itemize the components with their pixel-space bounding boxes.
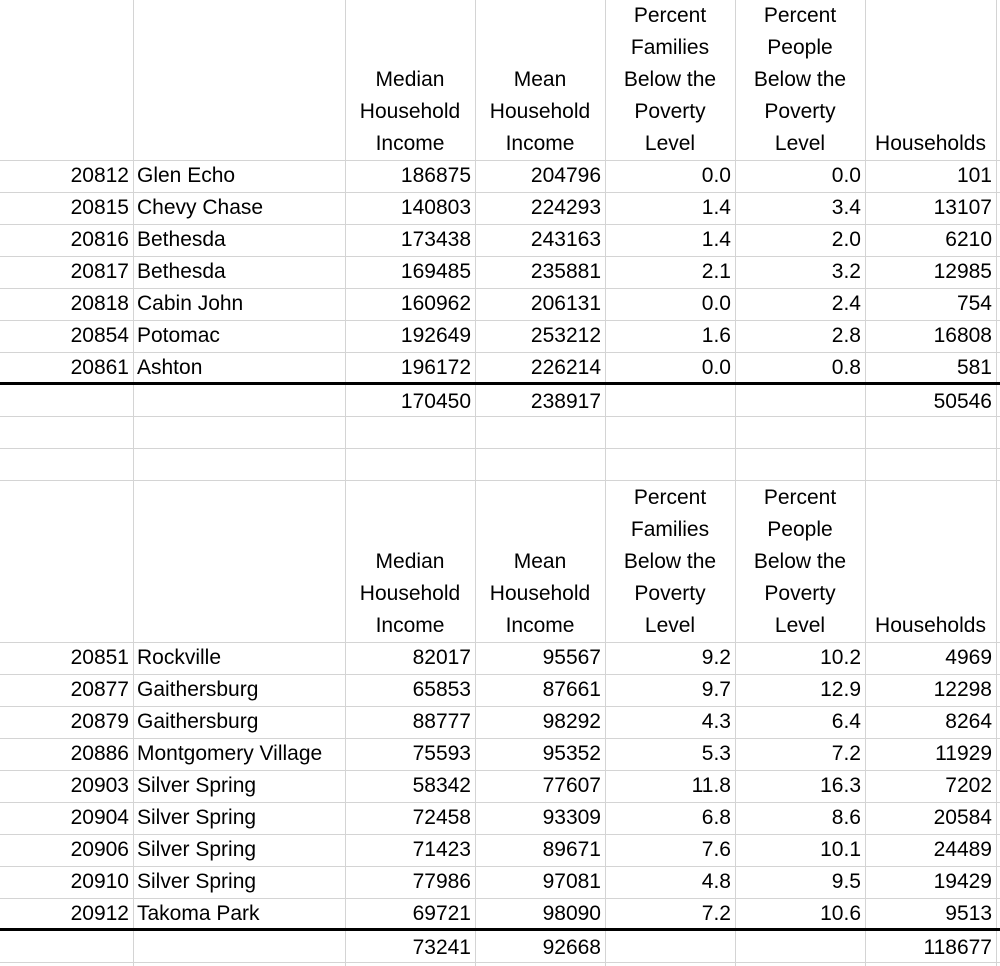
cell-percent-families[interactable]: 11.8: [691, 774, 731, 797]
cell-median-income[interactable]: 65853: [412, 678, 471, 701]
cell-mean-income[interactable]: 95352: [542, 742, 601, 765]
header-median-income[interactable]: Median Household Income: [359, 68, 461, 155]
cell-zip[interactable]: 20816: [70, 228, 129, 251]
cell-zip[interactable]: 20912: [70, 902, 129, 925]
header-percent-people-poverty[interactable]: Percent People Below the Poverty Level: [753, 486, 847, 637]
cell-percent-people[interactable]: 0.0: [831, 164, 861, 187]
header-median-income[interactable]: Median Household Income: [359, 550, 461, 637]
cell-percent-people[interactable]: 2.4: [831, 292, 861, 315]
cell-median-income[interactable]: 72458: [412, 806, 471, 829]
cell-zip[interactable]: 20903: [70, 774, 129, 797]
cell-median-income[interactable]: 169485: [400, 260, 471, 283]
cell-place-name[interactable]: Chevy Chase: [137, 196, 264, 219]
cell-households[interactable]: 24489: [933, 838, 992, 861]
cell-place-name[interactable]: Takoma Park: [137, 902, 260, 925]
cell-households[interactable]: 20584: [933, 806, 992, 829]
cell-households[interactable]: 101: [956, 164, 992, 187]
cell-percent-people[interactable]: 8.6: [831, 806, 861, 829]
cell-mean-income[interactable]: 253212: [530, 324, 601, 347]
cell-percent-people[interactable]: 9.5: [831, 870, 861, 893]
cell-percent-people[interactable]: 0.8: [831, 356, 861, 379]
cell-median-income[interactable]: 58342: [412, 774, 471, 797]
cell-median-income[interactable]: 196172: [400, 356, 471, 379]
cell-place-name[interactable]: Silver Spring: [137, 806, 257, 829]
cell-percent-families[interactable]: 5.3: [701, 742, 731, 765]
cell-place-name[interactable]: Bethesda: [137, 260, 226, 283]
cell-mean-income[interactable]: 95567: [542, 646, 601, 669]
header-mean-income[interactable]: Mean Household Income: [489, 68, 591, 155]
cell-mean-income[interactable]: 235881: [530, 260, 601, 283]
cell-percent-families[interactable]: 0.0: [701, 356, 731, 379]
cell-percent-people[interactable]: 16.3: [820, 774, 861, 797]
cell-median-income[interactable]: 77986: [412, 870, 471, 893]
cell-households[interactable]: 19429: [933, 870, 992, 893]
header-households[interactable]: Households: [875, 132, 986, 155]
header-households[interactable]: Households: [875, 614, 986, 637]
cell-percent-people[interactable]: 2.8: [831, 324, 861, 347]
cell-mean-income[interactable]: 89671: [542, 838, 601, 861]
cell-percent-families[interactable]: 1.4: [701, 196, 731, 219]
header-percent-families-poverty[interactable]: Percent Families Below the Poverty Level: [623, 486, 717, 637]
cell-mean-income[interactable]: 98090: [542, 902, 601, 925]
cell-mean-income[interactable]: 77607: [542, 774, 601, 797]
cell-place-name[interactable]: Rockville: [137, 646, 222, 669]
cell-mean-income[interactable]: 97081: [542, 870, 601, 893]
cell-place-name[interactable]: Ashton: [137, 356, 203, 379]
cell-zip[interactable]: 20879: [70, 710, 129, 733]
gridline: [0, 480, 1000, 481]
cell-percent-families[interactable]: 2.1: [701, 260, 731, 283]
cell-percent-people[interactable]: 10.2: [820, 646, 861, 669]
header-percent-families-poverty[interactable]: Percent Families Below the Poverty Level: [623, 4, 717, 155]
cell-households[interactable]: 13107: [933, 196, 992, 219]
cell-households[interactable]: 754: [956, 292, 992, 315]
cell-mean-income[interactable]: 224293: [530, 196, 601, 219]
cell-households[interactable]: 7202: [945, 774, 992, 797]
cell-mean-income[interactable]: 226214: [530, 356, 601, 379]
cell-place-name[interactable]: Gaithersburg: [137, 678, 259, 701]
cell-households[interactable]: 12298: [933, 678, 992, 701]
cell-percent-people[interactable]: 6.4: [831, 710, 861, 733]
cell-place-name[interactable]: Cabin John: [137, 292, 244, 315]
cell-zip[interactable]: 20812: [70, 164, 129, 187]
cell-zip[interactable]: 20906: [70, 838, 129, 861]
cell-mean-income[interactable]: 206131: [530, 292, 601, 315]
cell-percent-families[interactable]: 6.8: [701, 806, 731, 829]
cell-percent-families[interactable]: 4.8: [701, 870, 731, 893]
cell-median-income[interactable]: 186875: [400, 164, 471, 187]
cell-median-income[interactable]: 140803: [400, 196, 471, 219]
cell-households[interactable]: 9513: [945, 902, 992, 925]
cell-mean-income[interactable]: 87661: [542, 678, 601, 701]
total-households[interactable]: 118677: [923, 936, 992, 959]
cell-households[interactable]: 16808: [933, 324, 992, 347]
total-median-income[interactable]: 73241: [412, 936, 471, 959]
cell-households[interactable]: 4969: [945, 646, 992, 669]
cell-households[interactable]: 11929: [935, 742, 992, 765]
cell-median-income[interactable]: 71423: [412, 838, 471, 861]
cell-percent-families[interactable]: 0.0: [701, 164, 731, 187]
cell-mean-income[interactable]: 98292: [542, 710, 601, 733]
cell-percent-families[interactable]: 1.6: [701, 324, 731, 347]
total-median-income[interactable]: 170450: [400, 390, 471, 413]
total-mean-income[interactable]: 238917: [530, 390, 601, 413]
cell-zip[interactable]: 20817: [70, 260, 129, 283]
cell-place-name[interactable]: Silver Spring: [137, 870, 257, 893]
gridline: [0, 448, 1000, 449]
cell-place-name[interactable]: Potomac: [137, 324, 220, 347]
total-households[interactable]: 50546: [933, 390, 992, 413]
cell-percent-families[interactable]: 7.6: [701, 838, 731, 861]
cell-households[interactable]: 12985: [933, 260, 992, 283]
cell-place-name[interactable]: Silver Spring: [137, 774, 257, 797]
cell-percent-families[interactable]: 9.2: [701, 646, 731, 669]
cell-households[interactable]: 8264: [945, 710, 992, 733]
cell-zip[interactable]: 20815: [70, 196, 129, 219]
cell-zip[interactable]: 20854: [70, 324, 129, 347]
cell-percent-people[interactable]: 3.4: [831, 196, 861, 219]
cell-households[interactable]: 581: [956, 356, 992, 379]
cell-percent-people[interactable]: 2.0: [831, 228, 861, 251]
cell-percent-people[interactable]: 7.2: [831, 742, 861, 765]
cell-zip[interactable]: 20886: [70, 742, 129, 765]
cell-zip[interactable]: 20910: [70, 870, 129, 893]
cell-percent-families[interactable]: 7.2: [701, 902, 731, 925]
cell-median-income[interactable]: 82017: [412, 646, 471, 669]
cell-zip[interactable]: 20818: [70, 292, 129, 315]
header-percent-people-poverty[interactable]: Percent People Below the Poverty Level: [753, 4, 847, 155]
cell-percent-people[interactable]: 3.2: [831, 260, 861, 283]
cell-zip[interactable]: 20877: [70, 678, 129, 701]
cell-place-name[interactable]: Silver Spring: [137, 838, 257, 861]
cell-place-name[interactable]: Bethesda: [137, 228, 226, 251]
cell-zip[interactable]: 20861: [70, 356, 129, 379]
cell-zip[interactable]: 20851: [70, 646, 129, 669]
cell-median-income[interactable]: 173438: [400, 228, 471, 251]
cell-median-income[interactable]: 75593: [412, 742, 471, 765]
header-mean-income[interactable]: Mean Household Income: [489, 550, 591, 637]
cell-mean-income[interactable]: 93309: [542, 806, 601, 829]
cell-percent-families[interactable]: 9.7: [701, 678, 731, 701]
cell-percent-families[interactable]: 0.0: [701, 292, 731, 315]
cell-mean-income[interactable]: 243163: [530, 228, 601, 251]
cell-median-income[interactable]: 160962: [400, 292, 471, 315]
cell-mean-income[interactable]: 204796: [530, 164, 601, 187]
cell-median-income[interactable]: 192649: [400, 324, 471, 347]
cell-median-income[interactable]: 88777: [412, 710, 471, 733]
cell-percent-people[interactable]: 10.6: [820, 902, 861, 925]
cell-households[interactable]: 6210: [945, 228, 992, 251]
cell-percent-people[interactable]: 10.1: [820, 838, 861, 861]
gridline: [996, 0, 997, 966]
cell-percent-families[interactable]: 1.4: [701, 228, 731, 251]
cell-place-name[interactable]: Glen Echo: [137, 164, 236, 187]
cell-median-income[interactable]: 69721: [412, 902, 471, 925]
total-mean-income[interactable]: 92668: [542, 936, 601, 959]
cell-percent-people[interactable]: 12.9: [820, 678, 861, 701]
cell-place-name[interactable]: Gaithersburg: [137, 710, 259, 733]
cell-zip[interactable]: 20904: [70, 806, 129, 829]
cell-percent-families[interactable]: 4.3: [701, 710, 731, 733]
cell-place-name[interactable]: Montgomery Village: [137, 742, 323, 765]
